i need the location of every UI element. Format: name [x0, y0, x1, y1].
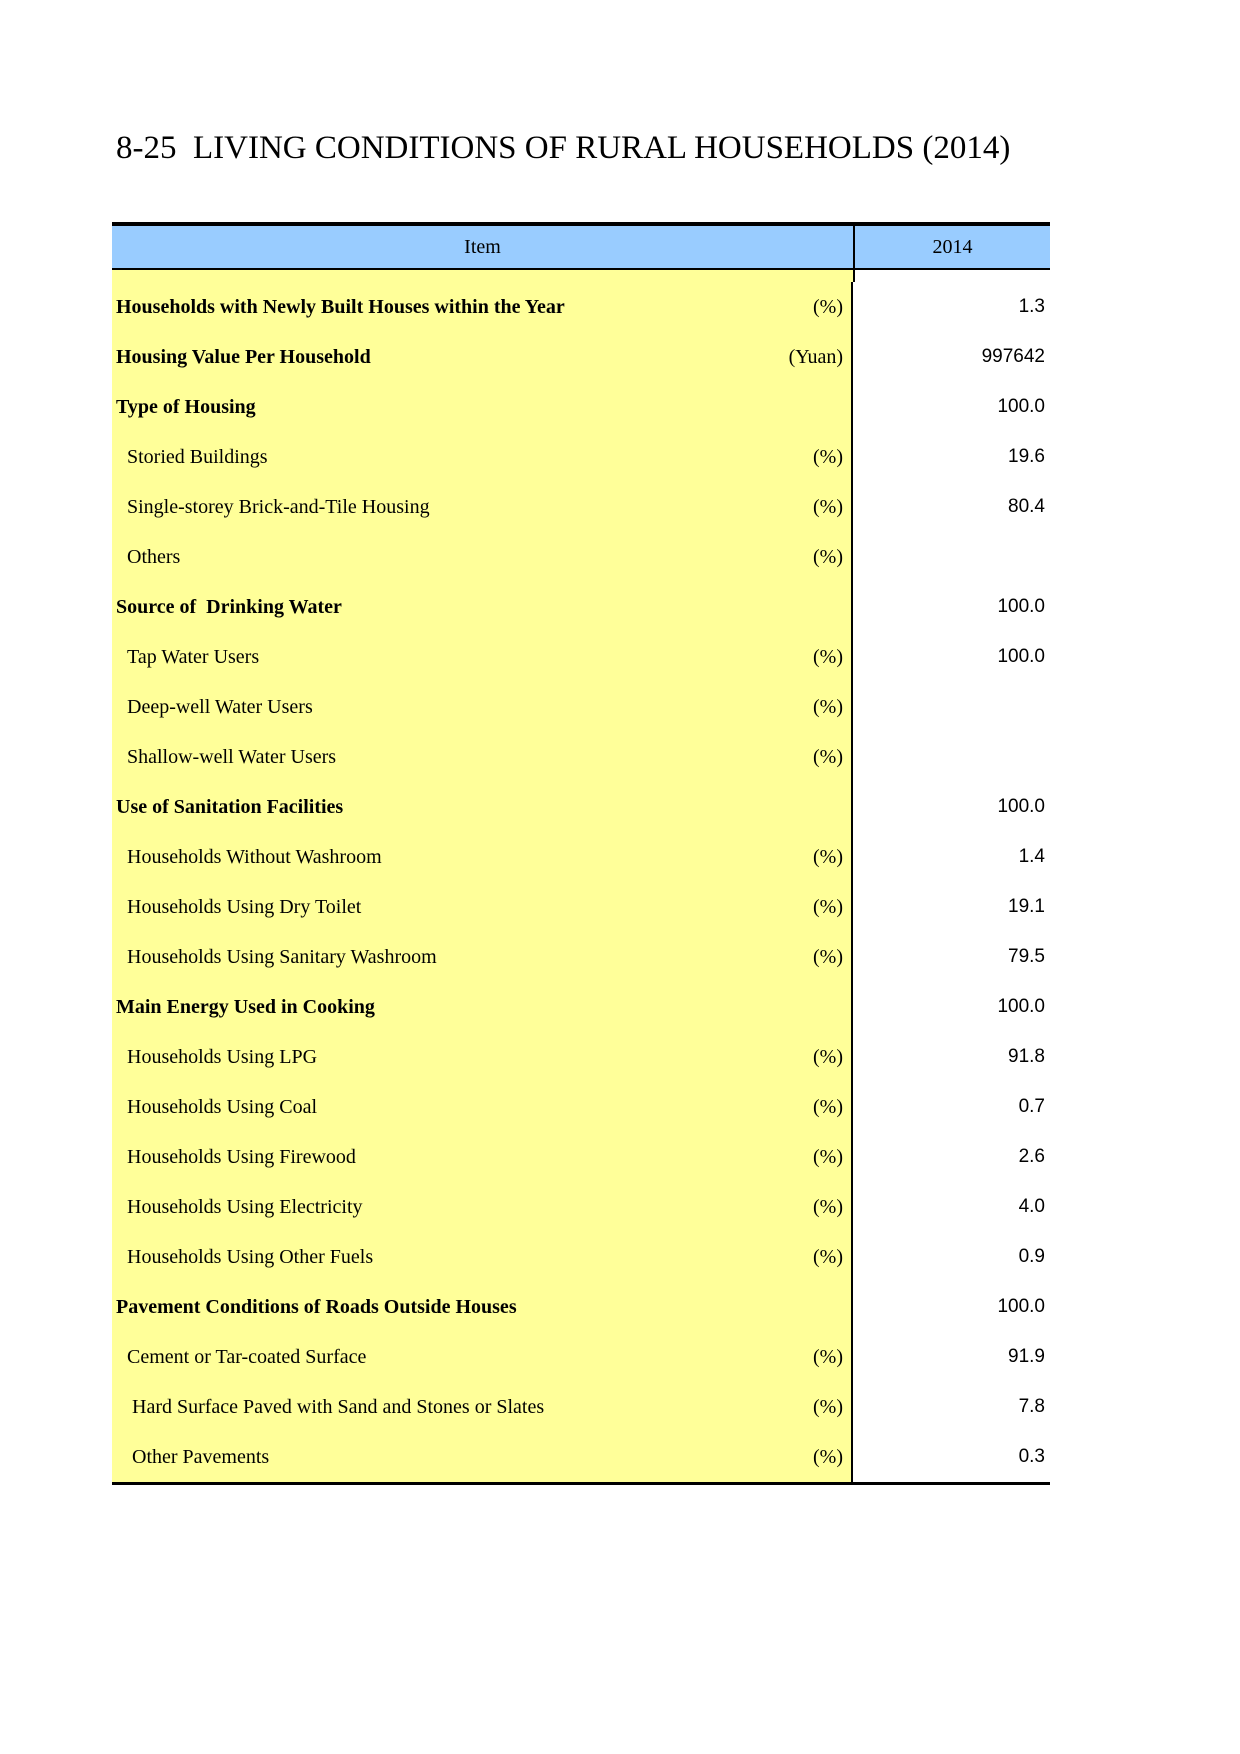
table-row: [112, 1082, 1050, 1132]
table-top-spacer: [112, 270, 1050, 282]
living-conditions-table: [112, 222, 1050, 1485]
column-header-year: 2014: [932, 235, 973, 258]
table-row: [112, 732, 1050, 782]
row-label-cell: [112, 382, 853, 432]
row-label: Households with Newly Built Houses within the Year: [116, 295, 565, 318]
row-value: 7.8: [1018, 1396, 1045, 1417]
column-header-item: Item: [112, 226, 855, 268]
row-unit: (%): [813, 745, 843, 768]
row-label: Households Using Firewood: [127, 1145, 356, 1168]
table-row: [112, 1182, 1050, 1232]
table-header: [112, 226, 1050, 270]
row-value: 0.3: [1018, 1446, 1045, 1467]
table-row: [112, 982, 1050, 1032]
table-row: [112, 632, 1050, 682]
row-unit: (%): [813, 495, 843, 518]
table-row: [112, 382, 1050, 432]
table-row: [112, 882, 1050, 932]
row-value: 19.6: [1008, 446, 1045, 467]
row-value: 2.6: [1018, 1146, 1045, 1167]
row-label: Households Using Electricity: [127, 1195, 363, 1218]
table-bottom-rule: [112, 1482, 1050, 1485]
row-unit: (%): [813, 1395, 843, 1418]
row-value: [853, 732, 1050, 782]
table-row: [112, 682, 1050, 732]
spacer-right: [855, 270, 1050, 282]
page-title: 8-25 LIVING CONDITIONS OF RURAL HOUSEHOLDS (2014): [116, 130, 1011, 166]
row-value: 4.0: [1018, 1196, 1045, 1217]
row-unit: (%): [813, 895, 843, 918]
table-row: [112, 282, 1050, 332]
row-label: Households Using Coal: [127, 1095, 317, 1118]
table-row: [112, 1032, 1050, 1082]
row-label: Tap Water Users: [127, 645, 260, 668]
row-value: 79.5: [1008, 946, 1045, 967]
row-label-cell: [112, 1332, 853, 1382]
row-label: Households Without Washroom: [127, 845, 382, 868]
row-label-cell: [112, 1182, 853, 1232]
row-value: 1.4: [1018, 846, 1045, 867]
table-row: [112, 1432, 1050, 1482]
row-label-cell: [112, 532, 853, 582]
row-label: Other Pavements: [132, 1445, 270, 1468]
row-label-cell: [112, 732, 853, 782]
row-label-cell: [112, 1032, 853, 1082]
row-unit: (%): [813, 1195, 843, 1218]
row-value: 1.3: [1018, 296, 1045, 317]
spacer-left: [112, 270, 855, 282]
row-value: 0.7: [1018, 1096, 1045, 1117]
table-row: [112, 482, 1050, 532]
row-label-cell: [112, 432, 853, 482]
row-label: Storied Buildings: [127, 445, 268, 468]
row-label-cell: [112, 1082, 853, 1132]
row-label: Shallow-well Water Users: [127, 745, 337, 768]
table-row: [112, 582, 1050, 632]
row-unit: (%): [813, 1445, 843, 1468]
row-label: Main Energy Used in Cooking: [116, 995, 375, 1018]
row-label-cell: [112, 1232, 853, 1282]
row-unit: (Yuan): [788, 345, 843, 368]
row-value: 80.4: [1008, 496, 1045, 517]
row-label-cell: [112, 982, 853, 1032]
row-value: 100.0: [997, 796, 1045, 817]
row-label-cell: [112, 632, 853, 682]
row-label-cell: [112, 332, 853, 382]
table-row: [112, 832, 1050, 882]
row-label: Housing Value Per Household: [116, 345, 371, 368]
row-label: Households Using Dry Toilet: [127, 895, 362, 918]
row-value: 91.8: [1008, 1046, 1045, 1067]
row-unit: (%): [813, 445, 843, 468]
row-unit: (%): [813, 695, 843, 718]
table-body: [112, 270, 1050, 1482]
table-row: [112, 1382, 1050, 1432]
row-label: Type of Housing: [116, 395, 256, 418]
row-label: Hard Surface Paved with Sand and Stones or Slates: [132, 1395, 545, 1418]
row-label-cell: [112, 832, 853, 882]
row-label-cell: [112, 1282, 853, 1332]
row-value: 19.1: [1008, 896, 1045, 917]
table-row: [112, 432, 1050, 482]
row-value: [853, 532, 1050, 582]
row-value: 100.0: [997, 646, 1045, 667]
table-row: [112, 532, 1050, 582]
row-label-cell: [112, 882, 853, 932]
table-row: [112, 1282, 1050, 1332]
table-row: [112, 1332, 1050, 1382]
row-label-cell: [112, 1132, 853, 1182]
row-unit: (%): [813, 1095, 843, 1118]
row-unit: (%): [813, 1345, 843, 1368]
row-label: Pavement Conditions of Roads Outside Houses: [116, 1295, 517, 1318]
row-unit: (%): [813, 295, 843, 318]
row-value: [853, 682, 1050, 732]
row-label-cell: [112, 682, 853, 732]
row-unit: (%): [813, 645, 843, 668]
row-label: Cement or Tar-coated Surface: [127, 1345, 367, 1368]
row-value: 100.0: [997, 1296, 1045, 1317]
row-unit: (%): [813, 1045, 843, 1068]
row-label-cell: [112, 1432, 853, 1482]
row-unit: (%): [813, 1145, 843, 1168]
row-label: Source of Drinking Water: [116, 595, 342, 618]
row-label-cell: [112, 582, 853, 632]
table-row: [112, 332, 1050, 382]
table-row: [112, 1132, 1050, 1182]
row-label: Households Using Other Fuels: [127, 1245, 374, 1268]
row-label-cell: [112, 282, 853, 332]
row-value: 0.9: [1018, 1246, 1045, 1267]
row-label: Single-storey Brick-and-Tile Housing: [127, 495, 430, 518]
row-unit: (%): [813, 545, 843, 568]
row-value: 100.0: [997, 396, 1045, 417]
table-row: [112, 782, 1050, 832]
table-row: [112, 932, 1050, 982]
row-value: 997642: [981, 346, 1045, 367]
row-label: Deep-well Water Users: [127, 695, 313, 718]
row-label: Use of Sanitation Facilities: [116, 795, 344, 818]
row-label-cell: [112, 482, 853, 532]
row-label: Households Using Sanitary Washroom: [127, 945, 437, 968]
row-value: 100.0: [997, 996, 1045, 1017]
row-label: Households Using LPG: [127, 1045, 318, 1068]
row-label: Others: [127, 545, 181, 568]
row-value: 100.0: [997, 596, 1045, 617]
table-row: [112, 1232, 1050, 1282]
row-unit: (%): [813, 945, 843, 968]
row-unit: (%): [813, 1245, 843, 1268]
row-value: 91.9: [1008, 1346, 1045, 1367]
row-label-cell: [112, 1382, 853, 1432]
row-label-cell: [112, 932, 853, 982]
row-label-cell: [112, 782, 853, 832]
row-unit: (%): [813, 845, 843, 868]
